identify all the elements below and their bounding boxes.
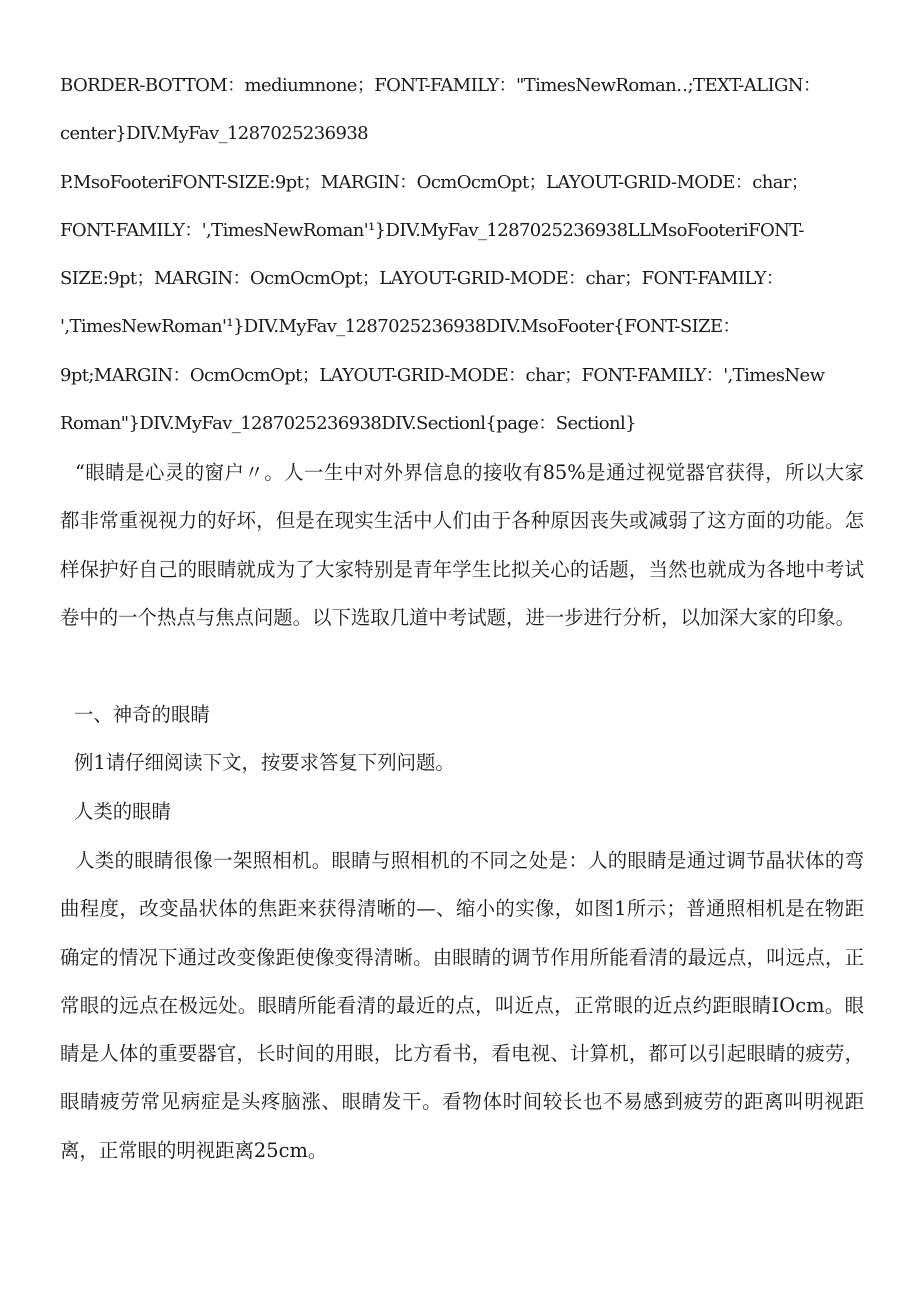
css-line: center}DIV.MyFav_1287025236938 xyxy=(60,123,369,145)
css-line: FONT-FAMILY：',TimesNewRoman'¹}DIV.MyFav_1287025236938LLMsoFooteriFONT- xyxy=(60,219,804,241)
css-line: ',TimesNewRoman'¹}DIV.MyFav_1287025236938DIV.MsoFooter{FONT-SIZE： xyxy=(60,316,740,338)
css-style-text xyxy=(60,62,870,448)
article-title: 人类的眼睛 xyxy=(74,800,171,823)
css-line: 9pt;MARGIN：OcmOcmOpt；LAYOUT-GRID-MODE：char；FONT-FAMILY：',TimesNew xyxy=(60,364,825,386)
css-line: SIZE:9pt；MARGIN：OcmOcmOpt；LAYOUT-GRID-MODE：char；FONT-FAMILY： xyxy=(60,268,784,290)
intro-paragraph: “眼睛是心灵的窗户〃。人一生中对外界信息的接收有85%是通过视觉器官获得，所以大家都非常重视视力的好坏，但是在现实生活中人们由于各种原因丧失或减弱了这方面的功能。怎样保护好自己的眼睛就成为了大家特别是青年学生比拟关心的话题，当然也就成为各地中考试卷中的一个热点与焦点问题。以下选取几道中考试题，进一步进行分析，以加深大家的印象。 xyxy=(60,461,864,629)
section-heading: 一、神奇的眼睛 xyxy=(74,703,210,726)
css-line: BORDER-BOTTOM：mediumnone；FONT-FAMILY："TimesNewRoman‥;TEXT-ALIGN： xyxy=(60,75,821,96)
article-body: 人类的眼睛很像一架照相机。眼睛与照相机的不同之处是：人的眼睛是通过调节晶状体的弯曲程度，改变晶状体的焦距来获得清晰的—、缩小的实像，如图1所示；普通照相机是在物距确定的情况下通过改变像距使像变得清晰。由眼睛的调节作用所能看清的最远点，叫远点，正常眼的远点在极远处。眼睛所能看清的最近的点，叫近点，正常眼的近点约距眼睛IOcm。眼睛是人体的重要器官，长时间的用眼，比方看书，看电视、计算机，都可以引起眼睛的疲劳，眼睛疲劳常见病症是头疼脑涨、眼睛发干。看物体时间较长也不易感到疲劳的距离叫明视距离，正常眼的明视距离25cm。 xyxy=(60,849,864,1162)
example-heading: 例1请仔细阅读下文，按要求答复下列问题。 xyxy=(74,751,455,774)
css-line: Roman"}DIV.MyFav_1287025236938DIV.Sectionl{page：Sectionl} xyxy=(60,413,637,435)
css-line: P.MsoFooteriFONT-SIZE:9pt；MARGIN：OcmOcmOpt；LAYOUT-GRID-MODE：char； xyxy=(60,171,809,193)
